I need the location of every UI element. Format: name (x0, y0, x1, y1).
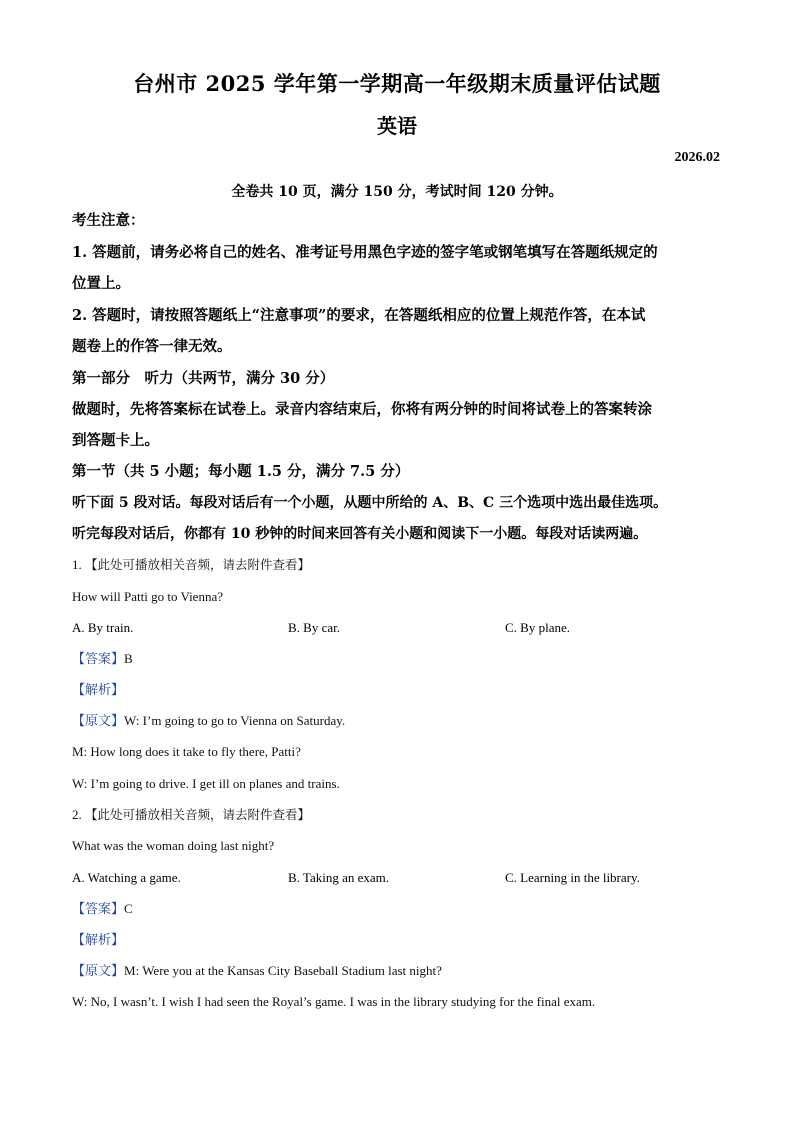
question-1-analysis (72, 681, 124, 700)
question-2-option-a: A. Watching a game. (72, 870, 181, 885)
exam-title: 台州市 2025 学年第一学期高一年级期末质量评估试题 (133, 71, 661, 96)
subject-title: 英语 (377, 114, 417, 138)
question-1-transcript-line-2: M: How long does it take to fly there, Patti? (72, 744, 301, 759)
section-1-heading: 第一节（共 5 小题；每小题 1.5 分，满分 7.5 分） (72, 463, 410, 480)
question-2-answer-value: C (124, 901, 133, 916)
notice-heading: 考生注意： (72, 212, 145, 229)
question-2-transcript-line-2: W: No, I wasn’t. I wish I had seen the Royal’s game. I was in the library studying for the final exam. (72, 994, 596, 1009)
question-1-option-a: A. By train. (72, 620, 134, 635)
question-1-audio-note[interactable]: 【此处可播放相关音频，请去附件查看】 (85, 557, 311, 572)
question-1-stem: How will Patti go to Vienna? (72, 589, 223, 604)
analysis-label: 【解析】 (72, 933, 125, 948)
question-2-audio-note[interactable]: 【此处可播放相关音频，请去附件查看】 (85, 807, 311, 822)
answer-label: 【答案】 (72, 652, 125, 667)
question-2-option-b: B. Taking an exam. (288, 870, 390, 885)
question-2-answer (72, 900, 133, 919)
question-1-option-b: B. By car. (288, 620, 340, 635)
exam-date: 2026.02 (674, 150, 720, 165)
question-1-answer-value: B (124, 651, 133, 666)
original-label: 【原文】 (72, 964, 125, 979)
question-2-option-c: C. Learning in the library. (505, 870, 640, 885)
question-2-header (72, 806, 310, 824)
question-1-header (72, 556, 310, 574)
answer-label: 【答案】 (72, 902, 125, 917)
analysis-label: 【解析】 (72, 683, 125, 698)
question-2-stem: What was the woman doing last night? (72, 838, 275, 853)
question-1-option-c: C. By plane. (505, 620, 570, 635)
part-1-heading: 第一部分 听力（共两节，满分 30 分） (72, 370, 335, 387)
part-1-instruction-line-2: 到答题卡上。 (72, 432, 159, 449)
notice-item-1-line-2: 位置上。 (72, 275, 130, 292)
notice-item-1-line-1: 1. 答题前，请务必将自己的姓名、准考证号用黑色字迹的签字笔或钢笔填写在答题纸规定的 (72, 244, 658, 261)
question-1-number: 1. (72, 557, 82, 572)
question-2-transcript-line-1: 【原文】M: Were you at the Kansas City Baseball Stadium last night? (72, 963, 442, 979)
section-1-instruction-line-2: 听完每段对话后，你都有 10 秒钟的时间来回答有关小题和阅读下一小题。每段对话读两遍。 (72, 526, 648, 542)
original-label: 【原文】 (72, 714, 125, 729)
section-1-instruction-line-1: 听下面 5 段对话。每段对话后有一个小题，从题中所给的 A、B、C 三个选项中选出最佳选项。 (72, 495, 668, 511)
question-2-number: 2. (72, 807, 82, 822)
notice-item-2-line-2: 题卷上的作答一律无效。 (72, 338, 232, 355)
question-1-answer (72, 650, 133, 669)
question-1-transcript-line-3: W: I’m going to drive. I get ill on planes and trains. (72, 776, 340, 791)
part-1-instruction-line-1: 做题时，先将答案标在试卷上。录音内容结束后，你将有两分钟的时间将试卷上的答案转涂 (72, 401, 652, 418)
notice-item-2-line-1: 2. 答题时，请按照答题纸上“注意事项”的要求，在答题纸相应的位置上规范作答，在本试 (72, 307, 646, 324)
question-2-analysis (72, 931, 124, 950)
exam-summary: 全卷共 10 页，满分 150 分，考试时间 120 分钟。 (231, 184, 563, 200)
question-1-transcript-line-1: 【原文】W: I’m going to go to Vienna on Saturday. (72, 713, 346, 729)
